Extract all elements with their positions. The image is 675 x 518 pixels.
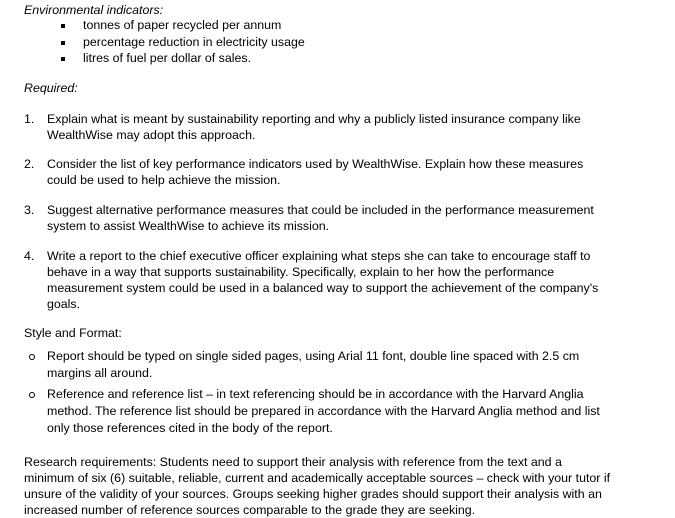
style-item-line: method. The reference list should be prepared in accordance with the Harvard Anglia method and list <box>47 404 600 418</box>
question-line: behave in a way that supports sustainability. Specifically, explain to her how the performance <box>47 265 555 279</box>
environmental-item: percentage reduction in electricity usage <box>83 35 305 49</box>
style-heading: Style and Format: <box>24 326 122 340</box>
question-line: Suggest alternative performance measures that could be included in the performance measurement <box>47 203 594 217</box>
research-line: unsure of the validity of your sources. Groups seeking higher grades should support their analysis with an <box>24 487 602 501</box>
style-item-line: only those references cited in the body of the report. <box>47 421 333 435</box>
question-number: 3. <box>24 203 35 217</box>
style-item-line: margins all around. <box>47 366 153 380</box>
question-line: measurement system could be used in a balanced way to support the achievement of the company's <box>47 281 599 295</box>
question-line: Explain what is meant by sustainability reporting and why a publicly listed insurance company like <box>47 112 581 126</box>
research-line: Research requirements: Students need to support their analysis with reference from the text and a <box>24 455 562 469</box>
question-number: 1. <box>24 112 35 126</box>
environmental-heading: Environmental indicators: <box>24 3 164 17</box>
style-item-line: Reference and reference list – in text referencing should be in accordance with the Harvard Anglia <box>47 387 584 401</box>
question-line: Write a report to the chief executive officer explaining what steps she can take to encourage staff to <box>47 249 591 263</box>
environmental-item: litres of fuel per dollar of sales. <box>83 51 252 65</box>
question-line: Consider the list of key performance indicators used by WealthWise. Explain how these measures <box>47 157 584 171</box>
environmental-item: tonnes of paper recycled per annum <box>83 18 282 32</box>
question-number: 2. <box>24 157 35 171</box>
bullet-circle-icon <box>29 392 35 398</box>
bullet-circle-icon <box>29 354 35 360</box>
research-line: increased number of reference sources comparable to the grade they are seeking. <box>24 503 476 517</box>
question-number: 4. <box>24 249 35 263</box>
bullet-square-icon <box>61 41 65 45</box>
bullet-square-icon <box>61 24 65 28</box>
style-item-line: Report should be typed on single sided pages, using Arial 11 font, double line spaced with 2.5 cm <box>47 349 580 363</box>
bullet-square-icon <box>61 57 65 61</box>
research-line: minimum of six (6) suitable, reliable, current and academically acceptable sources – check with your tutor if <box>24 471 611 485</box>
required-heading: Required: <box>24 81 78 95</box>
question-line: system to assist WealthWise to achieve its mission. <box>47 219 330 233</box>
question-line: could be used to help achieve the mission. <box>47 173 281 187</box>
question-line: WealthWise may adopt this approach. <box>47 128 256 142</box>
question-line: goals. <box>47 297 81 311</box>
